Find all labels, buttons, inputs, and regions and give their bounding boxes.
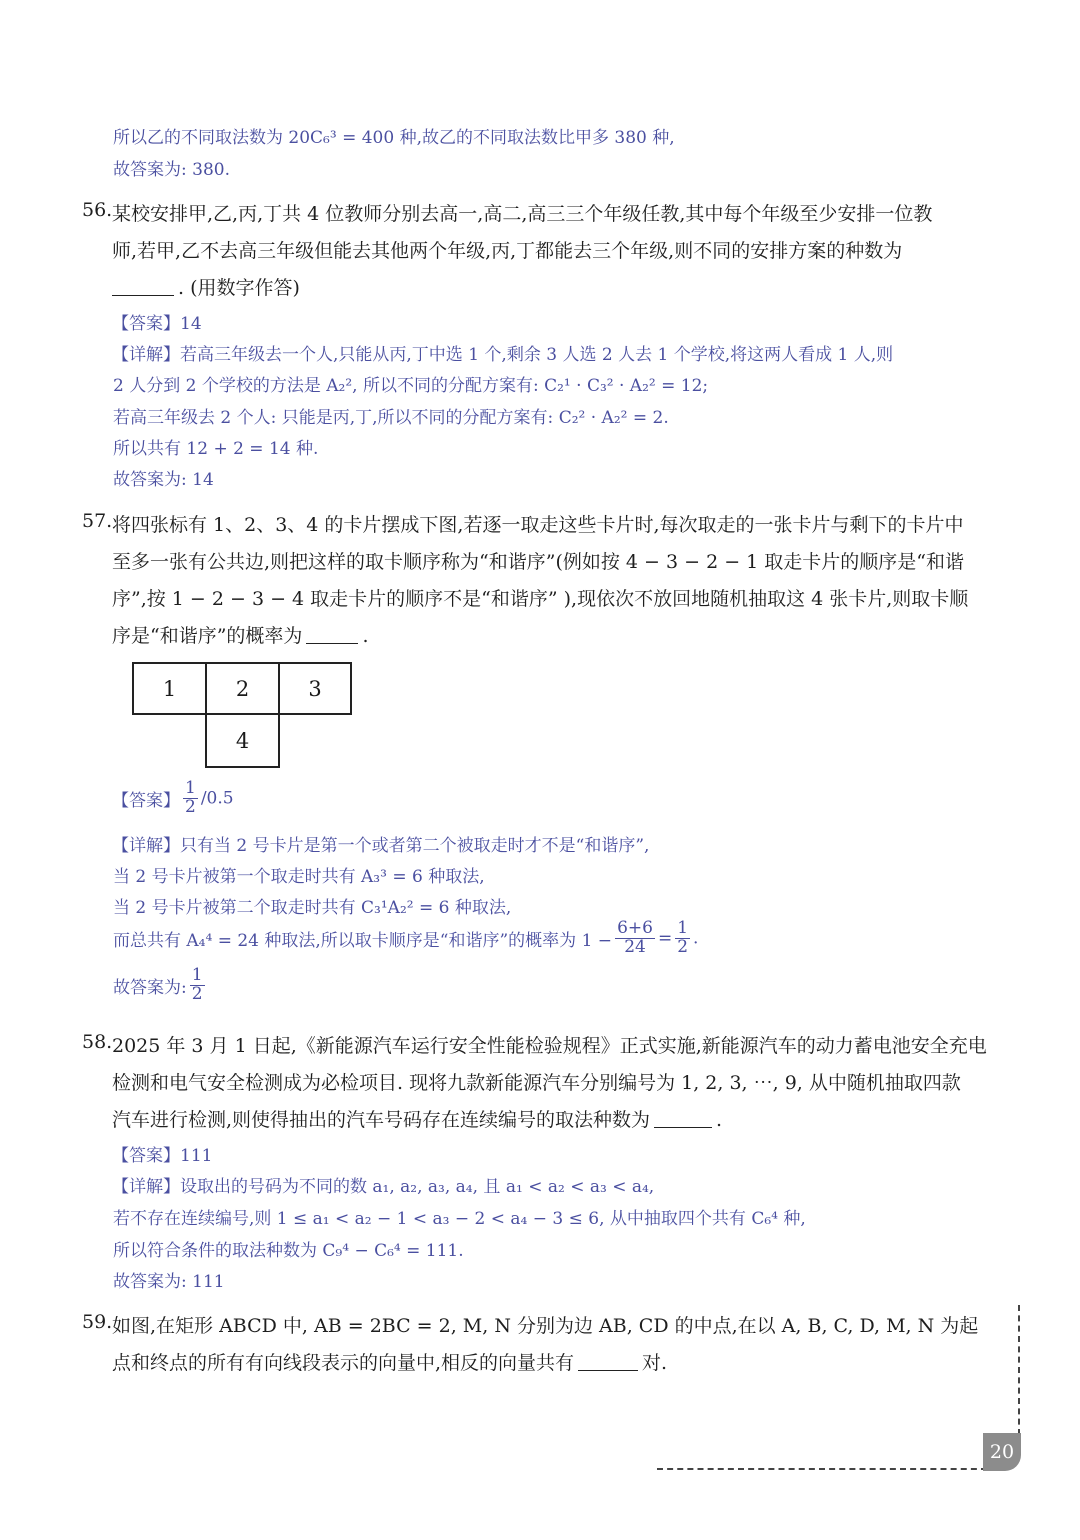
q57-detail-line-4: 而总共有 A₄⁴ = 24 种取法,所以取卡顺序是“和谐序”的概率为 1 − $\frac{6+6}{24}$ = $\frac{1}{2}$ .	[113, 918, 699, 957]
q57-text-line-1: 将四张标有 1、2、3、4 的卡片摆成下图,若逐一取走这些卡片时,每次取走的一张卡片与剩下的卡片中	[112, 514, 964, 536]
q57-text-line-2: 至多一张有公共边,则把这样的取卡顺序称为“和谐序”(例如按 4 − 3 − 2 − 1 取走卡片的顺序是“和谐	[112, 551, 965, 573]
card-1: 1	[132, 662, 207, 715]
q59-text-line-2: 点和终点的所有有向线段表示的向量中,相反的向量共有 对.	[112, 1352, 668, 1374]
card-3: 3	[278, 662, 352, 715]
q57-detail-line-1: 【详解】只有当 2 号卡片是第一个或者第二个被取走时才不是“和谐序”,	[112, 836, 650, 856]
q58-detail-line-1: 【详解】设取出的号码为不同的数 a₁, a₂, a₃, a₄, 且 a₁ < a₂ < a₃ < a₄,	[112, 1177, 655, 1197]
q56-number: 56.	[82, 199, 113, 221]
q56-detail-line-2: 2 人分到 2 个学校的方法是 A₂², 所以不同的分配方案有: C₂¹ · C₃² · A₂² = 12;	[113, 376, 709, 396]
card-4: 4	[205, 713, 280, 768]
cut-line-vertical	[1018, 1305, 1020, 1435]
answer-blank	[654, 1127, 712, 1128]
q56-detail-line-1: 【详解】若高三年级去一个人,只能从丙,丁中选 1 个,剩余 3 人选 2 人去 1 个学校,将这两人看成 1 人,则	[112, 345, 894, 365]
q56-detail-line-3: 若高三年级去 2 个人: 只能是丙,丁,所以不同的分配方案有: C₂² · A₂² = 2.	[113, 408, 669, 428]
q56-text-line-3: . (用数字作答)	[112, 273, 300, 300]
q59-number: 59.	[82, 1311, 113, 1333]
q57-detail-line-5: 故答案为: $\frac{1}{2}$	[113, 965, 203, 1004]
card-2: 2	[205, 662, 280, 715]
q57-text-line-4: 序是“和谐序”的概率为 .	[112, 625, 369, 647]
q56-text-line-2: 师,若甲,乙不去高三年级但能去其他两个年级,丙,丁都能去三个年级,则不同的安排方案的种数为	[112, 240, 903, 262]
q57-detail-line-3: 当 2 号卡片被第二个取走时共有 C₃¹A₂² = 6 种取法,	[113, 898, 512, 918]
q58-text-line-3: 汽车进行检测,则使得抽出的汽车号码存在连续编号的取法种数为 .	[112, 1109, 723, 1131]
q56-text-line-1: 某校安排甲,乙,丙,丁共 4 位教师分别去高一,高二,高三三个年级任教,其中每个年级至少安排一位教	[112, 203, 933, 225]
q59-text-line-1: 如图,在矩形 ABCD 中, AB = 2BC = 2, M, N 分别为边 AB, CD 的中点,在以 A, B, C, D, M, N 为起	[112, 1315, 979, 1337]
page-number: 20	[983, 1433, 1021, 1471]
q57-number: 57.	[82, 510, 113, 532]
q57-detail-line-2: 当 2 号卡片被第一个取走时共有 A₃³ = 6 种取法,	[113, 867, 485, 887]
answer-blank	[112, 295, 174, 296]
q58-detail-line-2: 若不存在连续编号,则 1 ≤ a₁ < a₂ − 1 < a₃ − 2 < a₄ − 3 ≤ 6, 从中抽取四个共有 C₆⁴ 种,	[113, 1209, 806, 1229]
answer-blank	[306, 643, 358, 644]
q58-detail-line-4: 故答案为: 111	[113, 1272, 225, 1292]
q58-detail-line-3: 所以符合条件的取法种数为 C₉⁴ − C₆⁴ = 111.	[113, 1241, 464, 1261]
q58-text-line-1: 2025 年 3 月 1 日起,《新能源汽车运行安全性能检验规程》正式实施,新能源汽车的动力蓄电池安全充电	[112, 1035, 987, 1057]
answer-blank	[578, 1370, 638, 1371]
q57-answer: 【答案】 $\frac{1}{2}$ /0.5	[112, 778, 234, 817]
cut-line-horizontal	[657, 1468, 987, 1470]
q58-text-line-2: 检测和电气安全检测成为必检项目. 现将九款新能源汽车分别编号为 1, 2, 3, ⋯, 9, 从中随机抽取四款	[112, 1072, 961, 1094]
q58-answer: 【答案】111	[112, 1146, 213, 1166]
q58-number: 58.	[82, 1031, 113, 1053]
carryover-line-1: 所以乙的不同取法数为 20C₆³ = 400 种,故乙的不同取法数比甲多 380 种,	[113, 128, 675, 148]
carryover-line-2: 故答案为: 380.	[113, 160, 230, 180]
q57-text-line-3: 序”,按 1 − 2 − 3 − 4 取走卡片的顺序不是“和谐序” ),现依次不放回地随机抽取这 4 张卡片,则取卡顺	[112, 588, 969, 610]
q56-answer: 【答案】14	[112, 314, 202, 334]
q56-detail-line-5: 故答案为: 14	[113, 470, 214, 490]
q56-detail-line-4: 所以共有 12 + 2 = 14 种.	[113, 439, 319, 459]
